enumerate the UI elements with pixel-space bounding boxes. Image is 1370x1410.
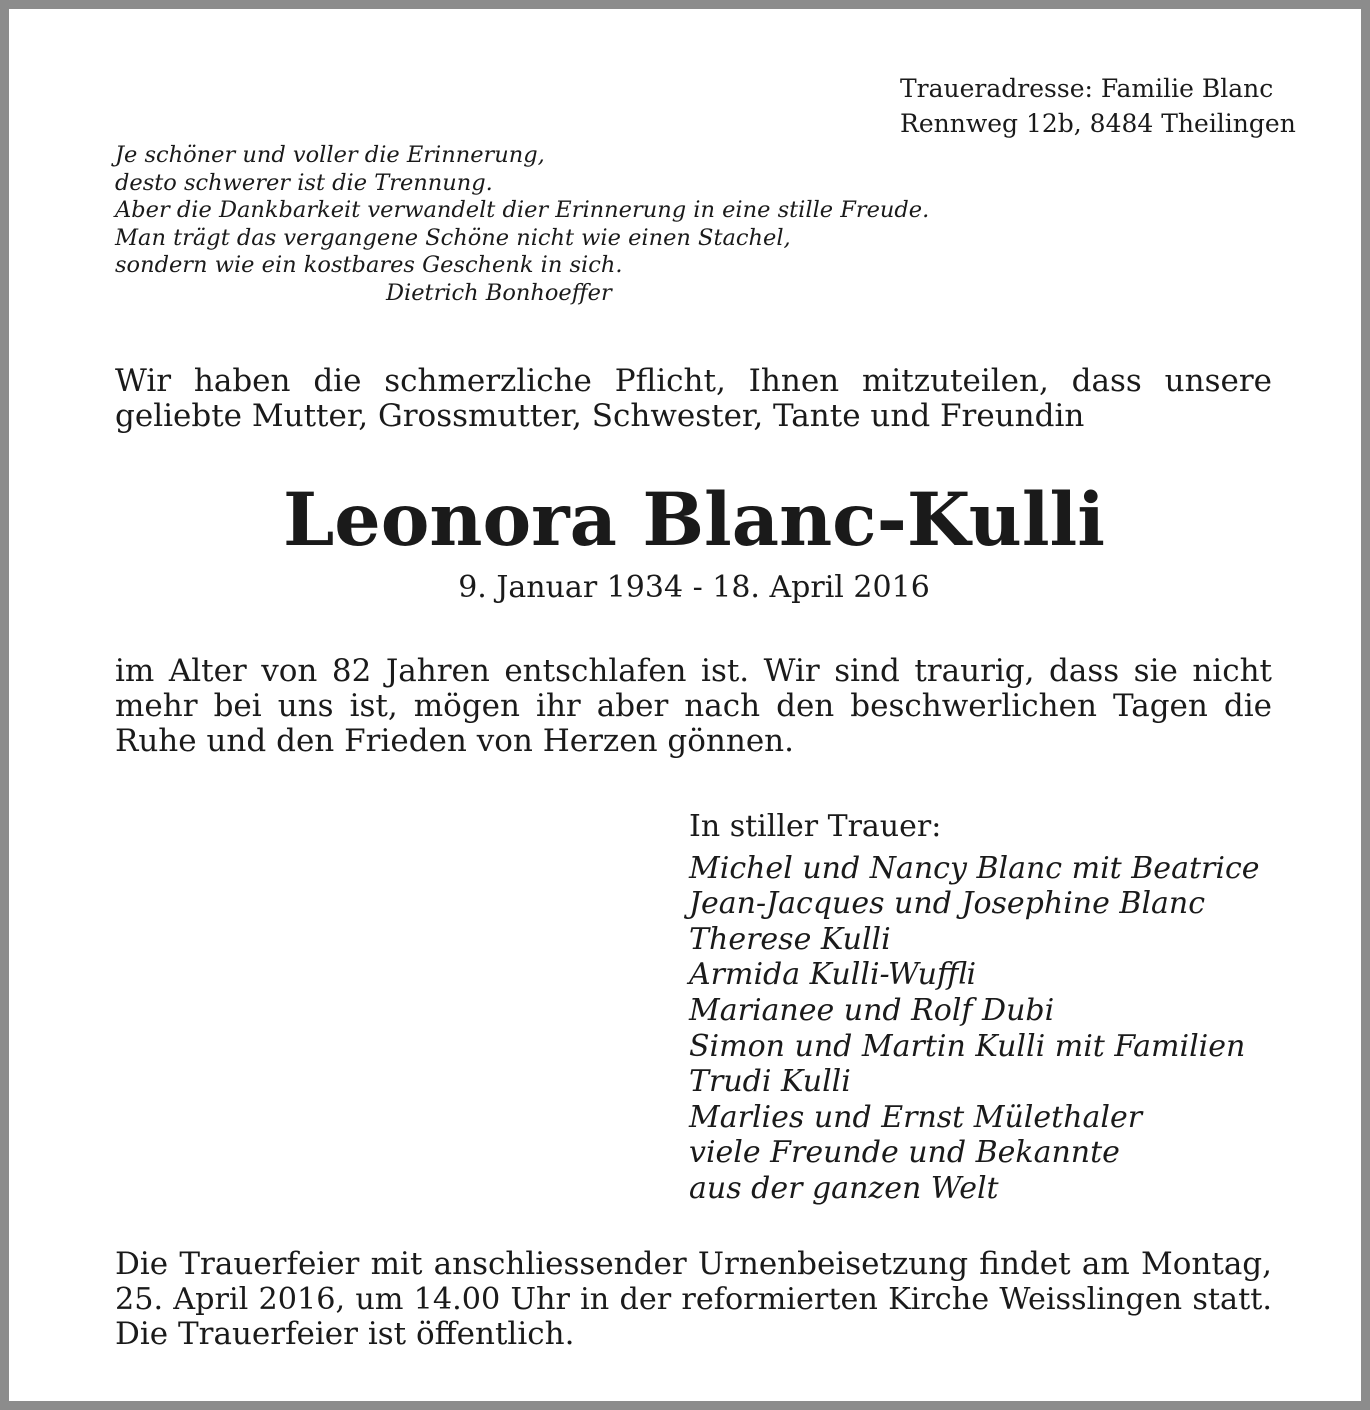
quote-line: Aber die Dankbarkeit verwandelt dier Erinnerung in eine stille Freude. — [115, 197, 930, 223]
mourner-name: viele Freunde und Bekannte — [689, 1135, 1120, 1171]
quote-line: sondern wie ein kostbares Geschenk in sich. — [115, 252, 623, 278]
ceremony-line: Die Trauerfeier mit anschliessender Urnenbeisetzung findet am Montag, — [115, 1246, 1272, 1282]
mourner-name: Marianee und Rolf Dubi — [689, 992, 1055, 1028]
mourner-name: Armida Kulli-Wuffli — [689, 957, 977, 993]
deceased-name: Leonora Blanc-Kulli — [282, 477, 1106, 563]
quote-author: Dietrich Bonhoeffer — [386, 279, 612, 306]
message-line: Ruhe und den Frieden von Herzen gönnen. — [115, 723, 795, 759]
mourner-name: Simon und Martin Kulli mit Familien — [689, 1028, 1246, 1064]
memorial-quote — [115, 142, 929, 307]
mourner-name: Jean-Jacques und Josephine Blanc — [689, 886, 1206, 922]
intro-line: Wir haben die schmerzliche Pflicht, Ihnen mitzuteilen, dass unsere — [115, 363, 1272, 399]
mourning-address — [900, 71, 1296, 141]
mourner-name: Trudi Kulli — [689, 1064, 851, 1100]
announcement-intro — [115, 364, 1272, 434]
address-line-street: Rennweg 12b, 8484 Theilingen — [900, 109, 1296, 138]
intro-line: geliebte Mutter, Grossmutter, Schwester, Tante und Freundin — [115, 398, 1085, 434]
quote-line: desto schwerer ist die Trennung. — [115, 169, 493, 196]
life-dates: 9. Januar 1934 - 18. April 2016 — [458, 570, 930, 605]
mourners-heading: In stiller Trauer: — [689, 809, 942, 844]
ceremony-line: Die Trauerfeier ist öffentlich. — [115, 1316, 575, 1352]
message-line: mehr bei uns ist, mögen ihr aber nach den beschwerlichen Tagen die — [115, 688, 1272, 724]
quote-line: Je schöner und voller die Erinnerung, — [115, 142, 545, 168]
mourner-name: Michel und Nancy Blanc mit Beatrice — [689, 850, 1260, 886]
announcement-message — [115, 654, 1272, 759]
mourner-name: Therese Kulli — [689, 921, 891, 957]
mourner-name: Marlies und Ernst Mülethaler — [689, 1099, 1143, 1135]
quote-line: Man trägt das vergangene Schöne nicht wie einen Stachel, — [115, 224, 791, 251]
message-line: im Alter von 82 Jahren entschlafen ist. Wir sind traurig, dass sie nicht — [115, 653, 1272, 689]
address-line-family: Traueradresse: Familie Blanc — [900, 74, 1274, 103]
mourner-name: aus der ganzen Welt — [689, 1170, 999, 1206]
mourners-list — [689, 809, 1260, 1207]
funeral-details — [115, 1247, 1272, 1352]
ceremony-line: 25. April 2016, um 14.00 Uhr in der reformierten Kirche Weisslingen statt. — [115, 1282, 1272, 1317]
